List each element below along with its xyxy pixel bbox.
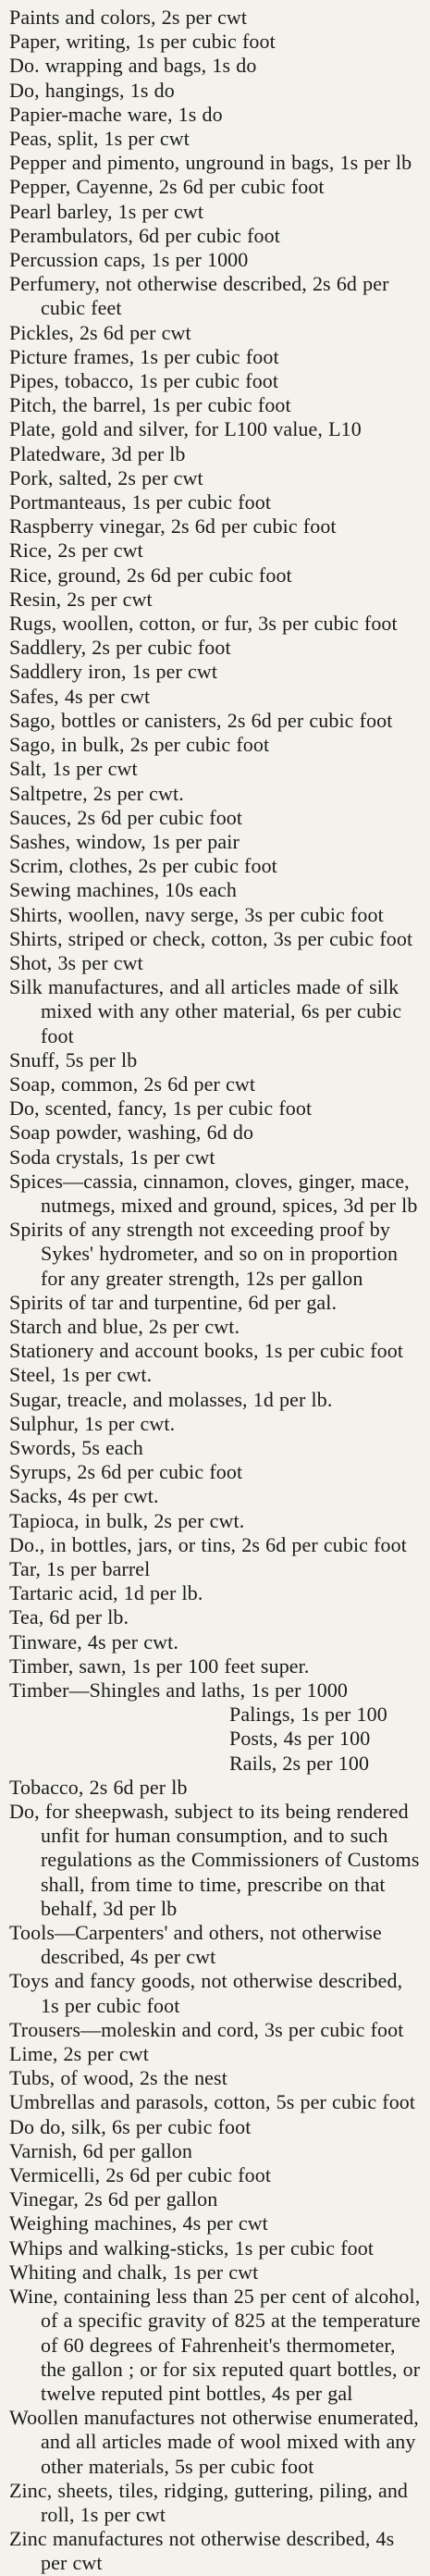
tariff-entry: Tea, 6d per lb.	[9, 1605, 129, 1629]
tariff-entry: Do. wrapping and bags, 1s do	[9, 54, 257, 78]
tariff-entry: Trousers—moleskin and cord, 3s per cubic foot	[9, 2017, 404, 2041]
tariff-entry: Silk manufactures, and all articles made of silk mixed with any other material, 6s per cubic foot	[9, 975, 402, 1047]
tariff-entry: Sago, in bulk, 2s per cubic foot	[9, 733, 270, 757]
tariff-entry: Percussion caps, 1s per 1000	[9, 248, 249, 272]
tariff-entry: Umbrellas and parasols, cotton, 5s per cubic foot	[9, 2090, 416, 2114]
tariff-entry: Swords, 5s each	[9, 1435, 143, 1459]
tariff-entry: Papier-mache ware, 1s do	[9, 102, 223, 126]
tariff-entry: Shot, 3s per cwt	[9, 950, 143, 974]
tariff-entry: Sewing machines, 10s each	[9, 878, 237, 902]
tariff-entry: Saltpetre, 2s per cwt.	[9, 781, 184, 805]
tariff-entry: Raspberry vinegar, 2s 6d per cubic foot	[9, 514, 337, 539]
tariff-entry: Tubs, of wood, 2s the nest	[9, 2066, 227, 2090]
tariff-entry: Weighing machines, 4s per cwt	[9, 2211, 268, 2235]
tariff-entry: Pipes, tobacco, 1s per cubic foot	[9, 369, 279, 393]
tariff-entry: Pork, salted, 2s per cwt	[9, 465, 203, 489]
tariff-entry: Spices—cassia, cinnamon, cloves, ginger, mace, nutmegs, mixed and ground, spices, 3d per lb	[9, 1169, 418, 1217]
tariff-entry: Pepper, Cayenne, 2s 6d per cubic foot	[9, 175, 325, 199]
tariff-entry: Whips and walking-sticks, 1s per cubic foot	[9, 2235, 375, 2260]
tariff-entry: Tapioca, in bulk, 2s per cwt.	[9, 1508, 245, 1532]
tariff-entry: Spirits of any strength not exceeding proof by Sykes' hydrometer, and so on in proportion for any greater strength, 12s per gallon	[9, 1218, 399, 1290]
tariff-entry: Posts, 4s per 100	[229, 1727, 371, 1751]
tariff-entry: Woollen manufactures not otherwise enumerated, and all articles made of wool mixed with any other materials, 5s per cubic foot	[9, 2406, 419, 2478]
tariff-entry: Lime, 2s per cwt	[9, 2042, 149, 2066]
tariff-entry: Palings, 1s per 100	[229, 1703, 387, 1727]
tariff-entry: Do., in bottles, jars, or tins, 2s 6d per cubic foot	[9, 1532, 407, 1556]
tariff-list	[9, 6, 424, 2576]
tariff-entry: Soap powder, washing, 6d do	[9, 1121, 254, 1145]
tariff-entry: Shirts, striped or check, cotton, 3s per cubic foot	[9, 926, 413, 950]
tariff-entry: Zinc, sheets, tiles, ridging, guttering, piling, and roll, 1s per cwt	[9, 2478, 409, 2526]
tariff-entry: Do do, silk, 6s per cubic foot	[9, 2114, 252, 2138]
tariff-entry: Sago, bottles or canisters, 2s 6d per cubic foot	[9, 708, 393, 732]
tariff-entry: Paper, writing, 1s per cubic foot	[9, 30, 276, 54]
tariff-entry: Platedware, 3d per lb	[9, 441, 186, 465]
tariff-entry: Resin, 2s per cwt	[9, 587, 153, 611]
tariff-entry: Tobacco, 2s 6d per lb	[9, 1775, 188, 1799]
tariff-entry: Zinc manufactures not otherwise described, 4s per cwt	[9, 2527, 395, 2575]
tariff-entry: Sugar, treacle, and molasses, 1d per lb.	[9, 1387, 333, 1411]
tariff-entry: Sulphur, 1s per cwt.	[9, 1411, 176, 1435]
tariff-entry: Paints and colors, 2s per cwt	[9, 6, 248, 29]
tariff-entry: Steel, 1s per cwt.	[9, 1363, 153, 1387]
tariff-entry: Sauces, 2s 6d per cubic foot	[9, 805, 243, 829]
tariff-entry: Saddlery, 2s per cubic foot	[9, 636, 231, 660]
tariff-entry: Rugs, woollen, cotton, or fur, 3s per cubic foot	[9, 612, 398, 636]
tariff-entry: Pearl barley, 1s per cwt	[9, 199, 204, 223]
tariff-entry: Whiting and chalk, 1s per cwt	[9, 2260, 259, 2284]
tariff-entry: Do, hangings, 1s do	[9, 78, 175, 102]
tariff-entry: Soap, common, 2s 6d per cwt	[9, 1071, 256, 1096]
tariff-entry: Salt, 1s per cwt	[9, 757, 138, 781]
tariff-entry: Perfumery, not otherwise described, 2s 6d per cubic feet	[9, 272, 389, 320]
tariff-entry: Vermicelli, 2s 6d per cubic foot	[9, 2163, 272, 2187]
tariff-entry: Perambulators, 6d per cubic foot	[9, 223, 280, 247]
tariff-entry: Peas, split, 1s per cwt	[9, 127, 190, 151]
tariff-entry: Varnish, 6d per gallon	[9, 2138, 192, 2162]
tariff-entry: Syrups, 2s 6d per cubic foot	[9, 1460, 243, 1484]
tariff-entry: Tartaric acid, 1d per lb.	[9, 1581, 203, 1605]
tariff-entry: Sacks, 4s per cwt.	[9, 1484, 159, 1508]
tariff-entry: Do, scented, fancy, 1s per cubic foot	[9, 1096, 313, 1121]
tariff-entry: Vinegar, 2s 6d per gallon	[9, 2187, 218, 2211]
tariff-entry: Tinware, 4s per cwt.	[9, 1629, 178, 1653]
tariff-entry: Snuff, 5s per lb	[9, 1047, 138, 1071]
tariff-entry: Wine, containing less than 25 per cent of alcohol, of a specific gravity of 825 at the temperature of 60 degrees of Fahrenheit's thermometer, the gallon ; or for six reputed quart bottles, or twelve reputed pint bottles, 4s per gal	[9, 2285, 421, 2405]
tariff-entry: Pitch, the barrel, 1s per cubic foot	[9, 393, 291, 417]
tariff-entry: Rails, 2s per 100	[229, 1751, 370, 1775]
tariff-entry: Sashes, window, 1s per pair	[9, 829, 240, 853]
tariff-entry: Shirts, woollen, navy serge, 3s per cubic foot	[9, 902, 384, 926]
tariff-entry: Tar, 1s per barrel	[9, 1557, 151, 1580]
tariff-entry: Saddlery iron, 1s per cwt	[9, 660, 218, 684]
tariff-entry: Spirits of tar and turpentine, 6d per gal.	[9, 1290, 338, 1314]
tariff-entry: Tools—Carpenters' and others, not otherwise described, 4s per cwt	[9, 1921, 382, 1969]
tariff-entry: Toys and fancy goods, not otherwise described, 1s per cubic foot	[9, 1969, 403, 2017]
tariff-entry: Timber—Shingles and laths, 1s per 1000	[9, 1678, 349, 1703]
tariff-entry: Do, for sheepwash, subject to its being rendered unfit for human consumption, and to such regulations as the Commissioners of Customs shall, from time to time, prescribe on that behalf, 3d per lb	[9, 1800, 420, 1920]
tariff-entry: Stationery and account books, 1s per cubic foot	[9, 1339, 404, 1363]
tariff-entry: Pickles, 2s 6d per cwt	[9, 320, 191, 344]
tariff-entry: Scrim, clothes, 2s per cubic foot	[9, 854, 277, 878]
tariff-entry: Pepper and pimento, unground in bags, 1s per lb	[9, 151, 412, 175]
tariff-entry: Plate, gold and silver, for L100 value, L10	[9, 417, 362, 441]
tariff-entry: Safes, 4s per cwt	[9, 684, 151, 708]
tariff-entry: Picture frames, 1s per cubic foot	[9, 344, 279, 368]
tariff-entry: Soda crystals, 1s per cwt	[9, 1145, 215, 1169]
tariff-entry: Portmanteaus, 1s per cubic foot	[9, 490, 272, 514]
tariff-entry: Rice, ground, 2s 6d per cubic foot	[9, 563, 292, 587]
tariff-entry: Rice, 2s per cwt	[9, 539, 143, 563]
tariff-entry: Timber, sawn, 1s per 100 feet super.	[9, 1653, 310, 1678]
tariff-entry: Starch and blue, 2s per cwt.	[9, 1314, 240, 1338]
